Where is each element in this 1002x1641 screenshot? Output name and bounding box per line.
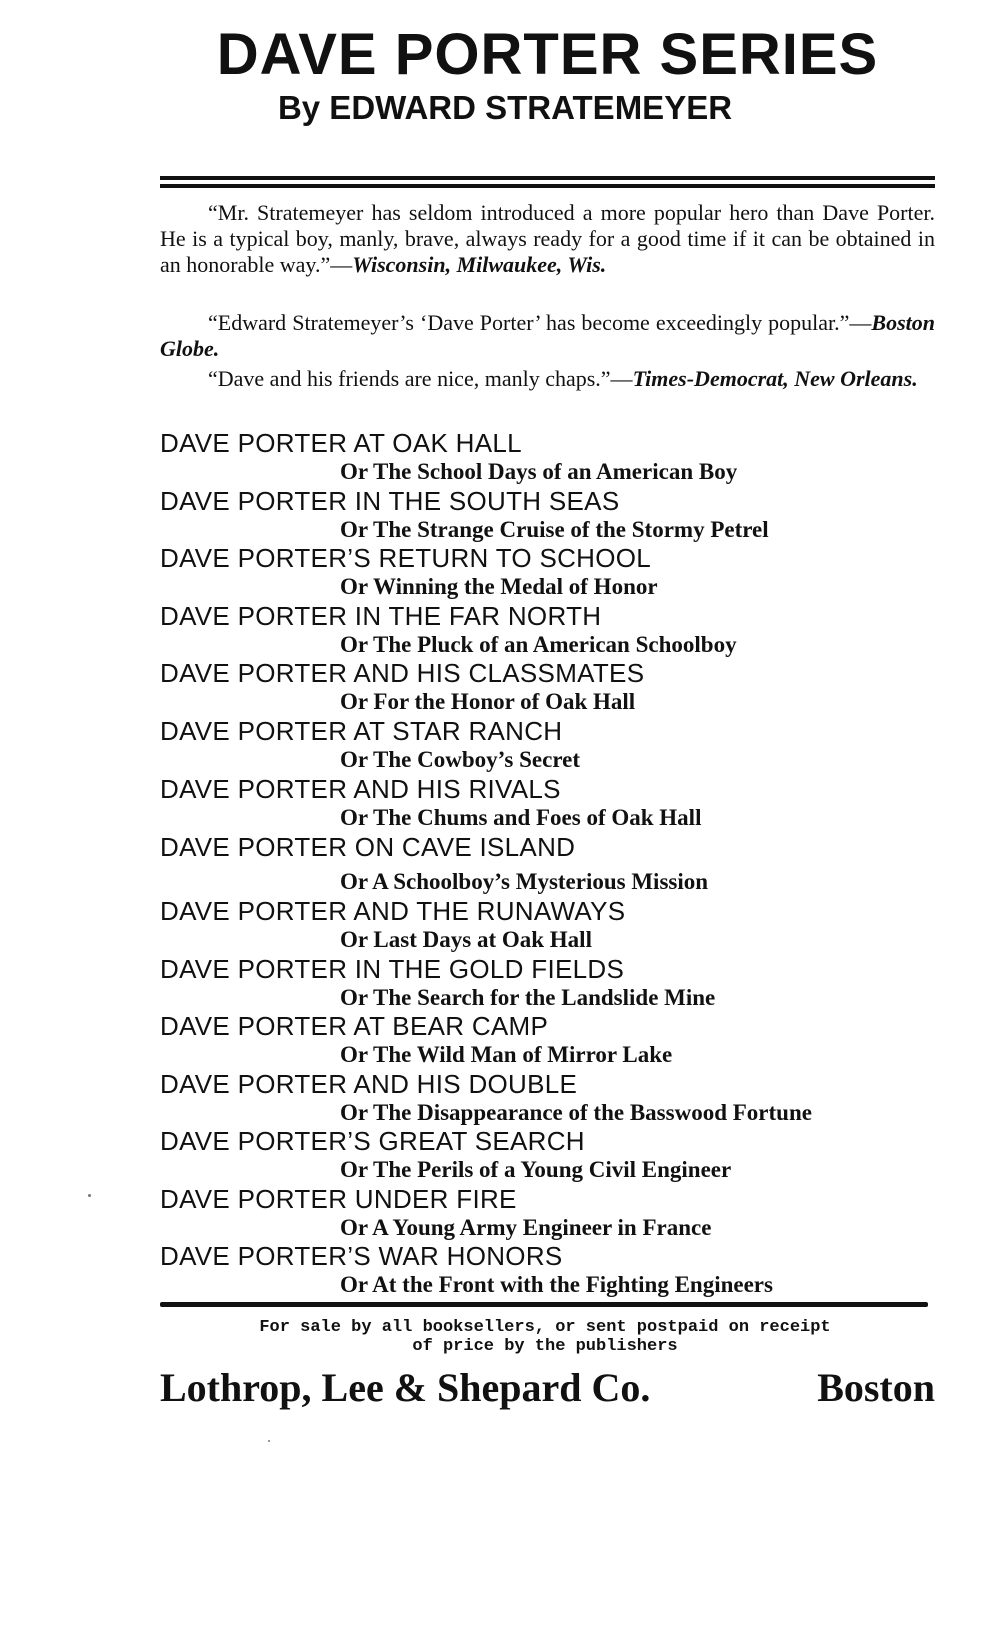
book-entry [160, 1184, 950, 1242]
book-entry [160, 601, 950, 659]
bottom-rule [160, 1302, 928, 1307]
book-subtitle: Or The Wild Man of Mirror Lake [340, 1042, 673, 1067]
review-quote [160, 310, 935, 362]
book-title: DAVE PORTER AND HIS RIVALS [160, 774, 561, 804]
book-title: DAVE PORTER UNDER FIRE [160, 1184, 517, 1214]
book-subtitle: Or The Pluck of an American Schoolboy [340, 632, 737, 657]
book-subtitle: Or Winning the Medal of Honor [340, 574, 658, 599]
book-title: DAVE PORTER IN THE SOUTH SEAS [160, 486, 620, 516]
quote-source: Boston Globe. [160, 310, 935, 361]
review-quote [160, 366, 935, 392]
book-subtitle: Or The Strange Cruise of the Stormy Petrel [340, 517, 769, 542]
book-title: DAVE PORTER AND THE RUNAWAYS [160, 896, 626, 926]
quote-source: Times-Democrat, New Orleans. [632, 366, 918, 391]
book-title: DAVE PORTER’S GREAT SEARCH [160, 1126, 585, 1156]
scan-speck [88, 1194, 91, 1197]
book-title: DAVE PORTER IN THE FAR NORTH [160, 601, 602, 631]
book-subtitle: Or At the Front with the Fighting Engineers [340, 1272, 773, 1297]
book-subtitle: Or Last Days at Oak Hall [340, 927, 592, 952]
sale-note-line: For sale by all booksellers, or sent postpaid on receipt [259, 1318, 831, 1337]
book-subtitle: Or For the Honor of Oak Hall [340, 689, 636, 714]
author-byline: By EDWARD STRATEMEYER [277, 89, 733, 126]
review-quote [160, 200, 935, 278]
quote-text: “Dave and his friends are nice, manly chaps.”— [208, 366, 633, 391]
publisher-name: Lothrop, Lee & Shepard Co. [160, 1365, 651, 1410]
book-entry [160, 1126, 950, 1184]
book-title: DAVE PORTER AT OAK HALL [160, 428, 522, 458]
scan-speck [268, 1440, 270, 1442]
book-title: DAVE PORTER AND HIS DOUBLE [160, 1069, 578, 1099]
quote-text: “Edward Stratemeyer’s ‘Dave Porter’ has become exceedingly popular.”— [208, 310, 872, 335]
book-entry [160, 1069, 950, 1127]
book-subtitle: Or The Search for the Landslide Mine [340, 985, 716, 1010]
book-title: DAVE PORTER IN THE GOLD FIELDS [160, 954, 625, 984]
quote-text: “Mr. Stratemeyer has seldom introduced a more popular hero than Dave Porter. He is a typical boy, manly, brave, always ready for a good time if it can be obtained in an honorable way.”— [160, 200, 935, 277]
book-entry [160, 1011, 950, 1069]
series-title: DAVE PORTER SERIES [216, 22, 879, 87]
book-entry [160, 774, 950, 832]
book-entry [160, 954, 950, 1012]
book-entry [160, 428, 950, 486]
sale-note-line: of price by the publishers [412, 1337, 678, 1356]
book-title: DAVE PORTER AND HIS CLASSMATES [160, 658, 645, 688]
book-entry [160, 832, 950, 896]
top-double-rule [160, 176, 935, 188]
book-title: DAVE PORTER AT BEAR CAMP [160, 1011, 549, 1041]
book-title: DAVE PORTER ON CAVE ISLAND [160, 832, 576, 862]
book-subtitle: Or The Chums and Foes of Oak Hall [340, 805, 702, 830]
book-entry [160, 1241, 950, 1299]
book-subtitle: Or The Perils of a Young Civil Engineer [340, 1157, 732, 1182]
book-entry [160, 658, 950, 716]
quote-source: Wisconsin, Milwaukee, Wis. [352, 252, 607, 277]
book-subtitle: Or A Young Army Engineer in France [340, 1215, 712, 1240]
book-subtitle: Or A Schoolboy’s Mysterious Mission [340, 869, 709, 894]
book-subtitle: Or The School Days of an American Boy [340, 459, 738, 484]
book-entry [160, 486, 950, 544]
book-subtitle: Or The Disappearance of the Basswood Fortune [340, 1100, 812, 1125]
book-title: DAVE PORTER’S RETURN TO SCHOOL [160, 543, 652, 573]
book-entry [160, 896, 950, 954]
sale-note [200, 1318, 890, 1356]
book-entry [160, 543, 950, 601]
book-title: DAVE PORTER’S WAR HONORS [160, 1241, 563, 1271]
book-entry [160, 716, 950, 774]
publisher-city: Boston [817, 1365, 935, 1410]
book-title: DAVE PORTER AT STAR RANCH [160, 716, 563, 746]
book-subtitle: Or The Cowboy’s Secret [340, 747, 580, 772]
